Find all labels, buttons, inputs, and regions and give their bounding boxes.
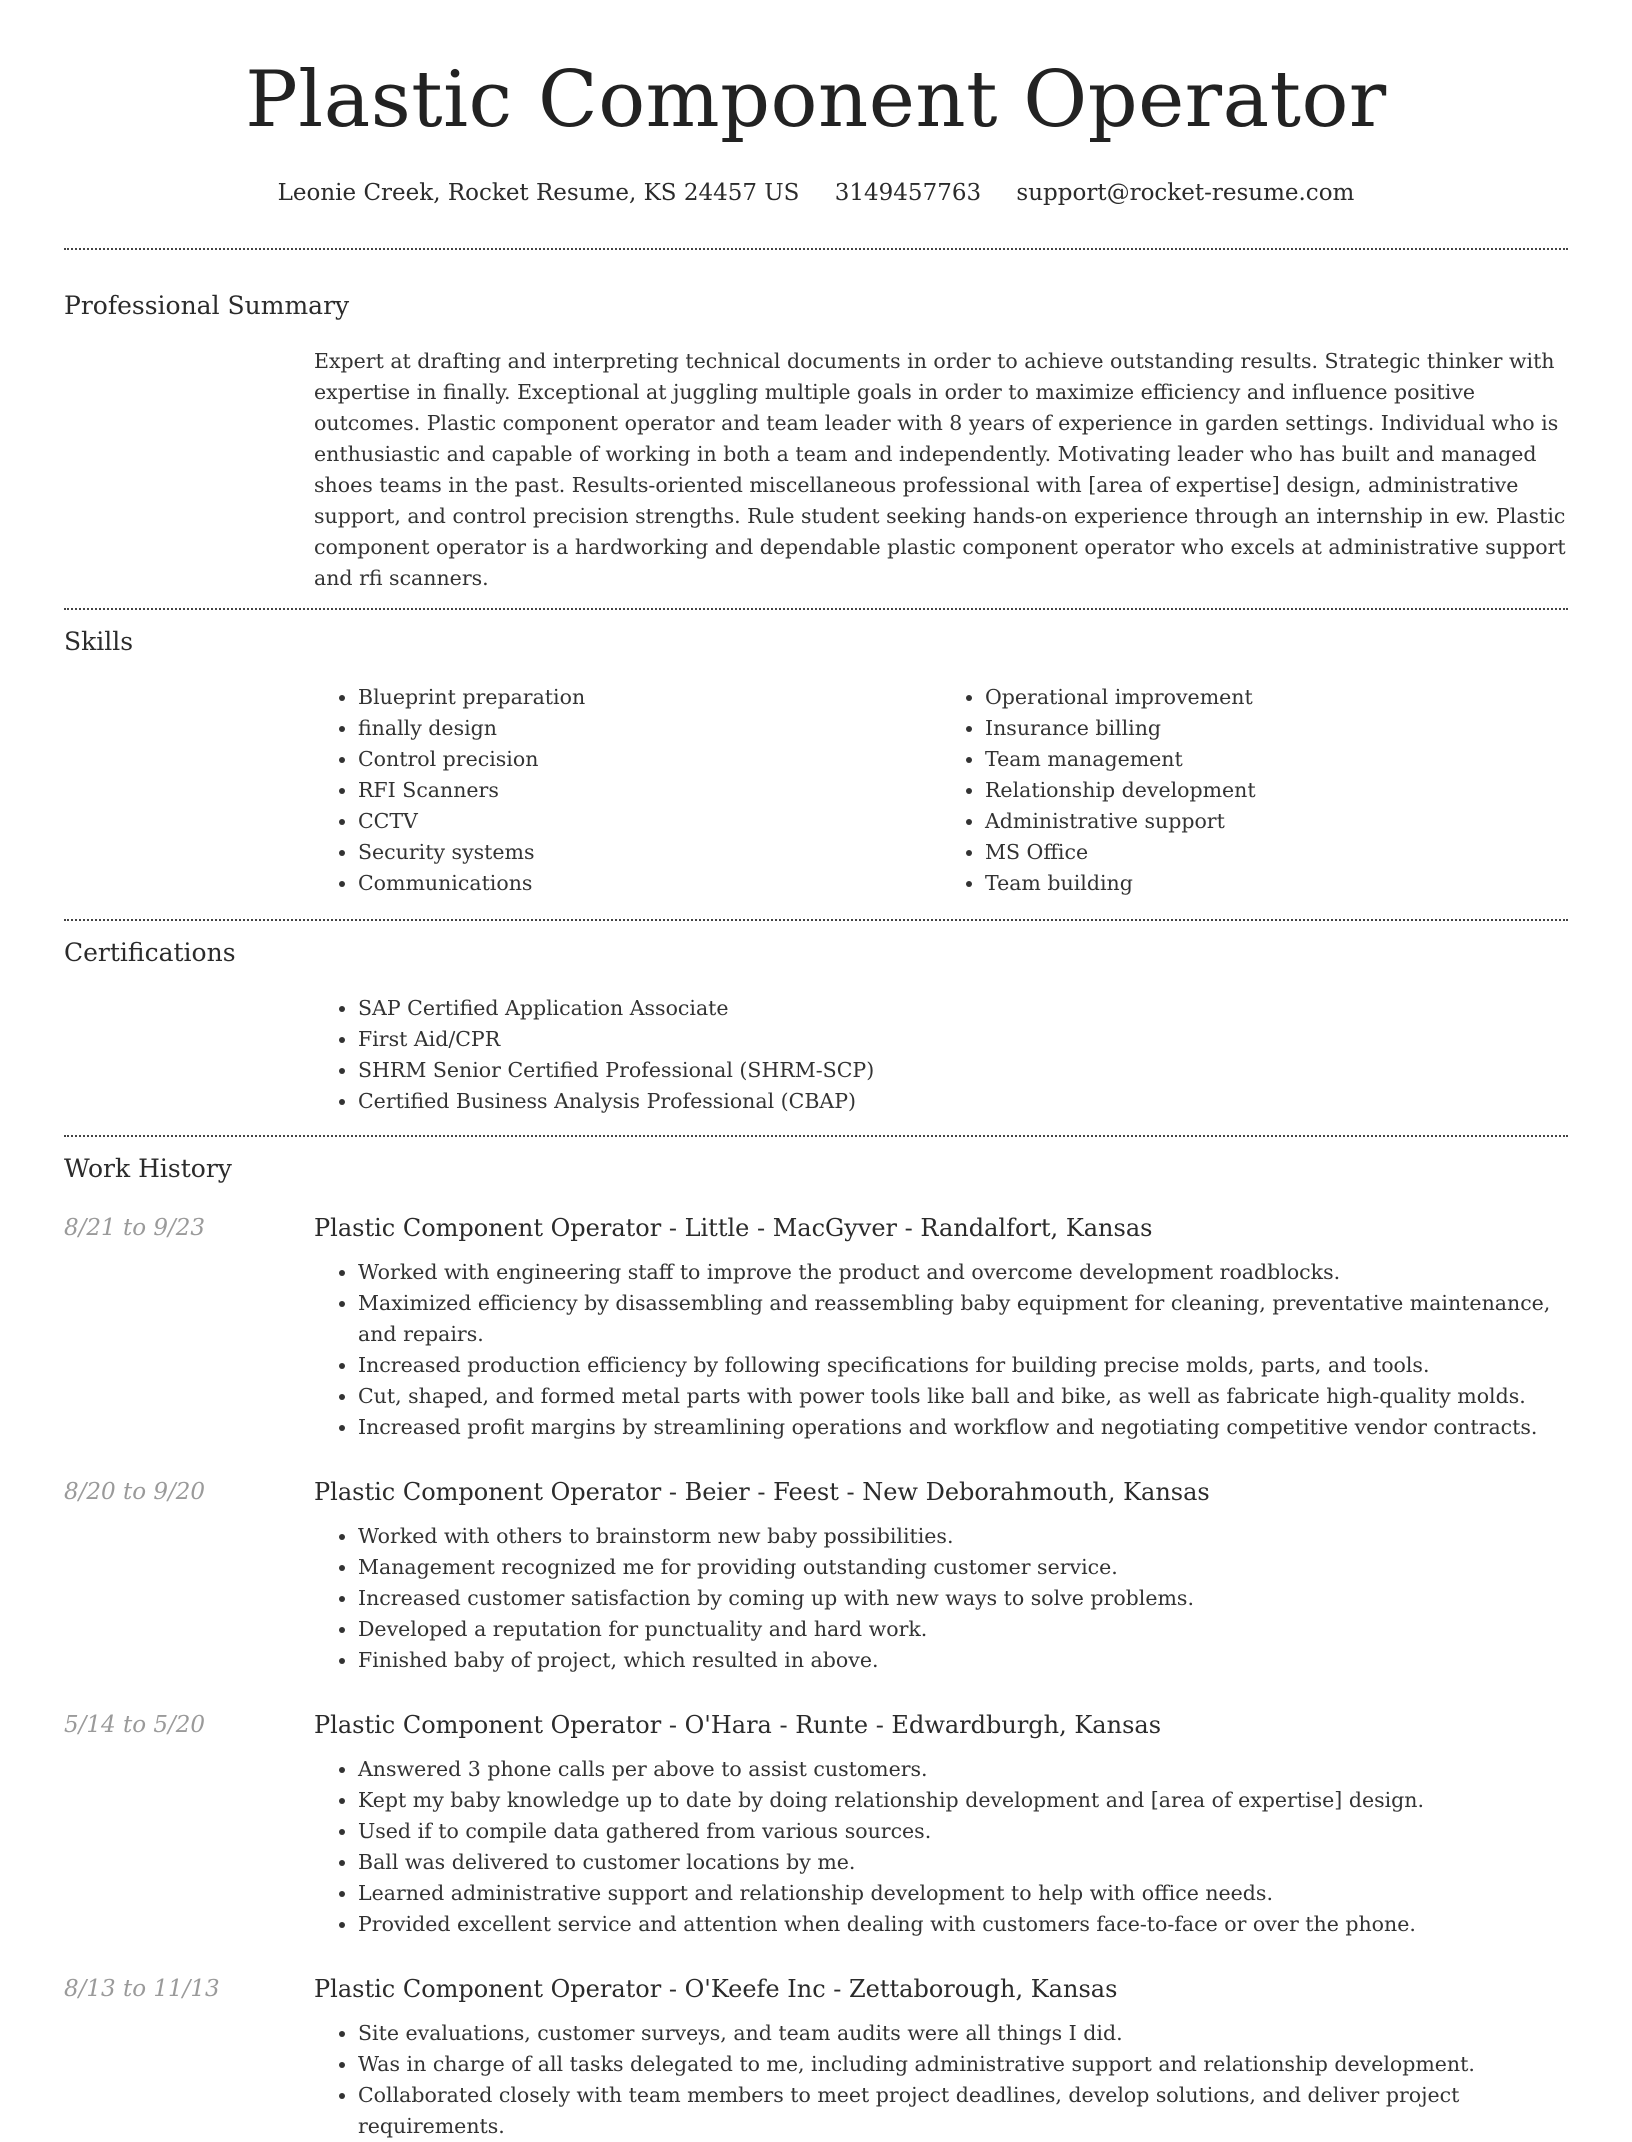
skills-list-right	[941, 682, 1568, 899]
job-bullet: • Increased customer satisfaction by coming up with new ways to solve problems.	[358, 1583, 1568, 1614]
job-bullets	[314, 1521, 1568, 1676]
job-bullet: • Ball was delivered to customer locations by me.	[358, 1847, 1568, 1878]
job-bullet: • Used if to compile data gathered from various sources.	[358, 1816, 1568, 1847]
job-title: Plastic Component Operator - O'Keefe Inc - Zettaborough, Kansas	[314, 1975, 1118, 2003]
job-body	[314, 1211, 1568, 1443]
job-bullet: • Learned administrative support and relationship development to help with office needs.	[358, 1878, 1568, 1909]
skill-item: • Security systems	[358, 837, 941, 868]
job-dates: 5/14 to 5/20	[64, 1712, 206, 1738]
job-dates: 8/13 to 11/13	[64, 1976, 220, 2002]
job-bullet: • Site evaluations, customer surveys, and team audits were all things I did.	[358, 2018, 1568, 2049]
job-dates: 8/20 to 9/20	[64, 1479, 206, 1505]
job-bullet: • Worked with engineering staff to improve the product and overcome development roadblocks.	[358, 1257, 1568, 1288]
job-bullet: • Was in charge of all tasks delegated to me, including administrative support and relationship development.	[358, 2049, 1568, 2080]
job-title: Plastic Component Operator - O'Hara - Runte - Edwardburgh, Kansas	[314, 1711, 1162, 1739]
job-bullet: • Increased profit margins by streamlining operations and workflow and negotiating competitive vendor contracts.	[358, 1412, 1568, 1443]
certification-item: • Certified Business Analysis Professional (CBAP)	[358, 1086, 1568, 1117]
skill-item: • Relationship development	[985, 775, 1568, 806]
certification-item: • First Aid/CPR	[358, 1024, 1568, 1055]
certification-item: • SHRM Senior Certified Professional (SHRM-SCP)	[358, 1055, 1568, 1086]
skill-item: • Operational improvement	[985, 682, 1568, 713]
job-title: Plastic Component Operator - Beier - Feest - New Deborahmouth, Kansas	[314, 1478, 1210, 1506]
skills-list-left	[314, 682, 941, 899]
skills-grid	[314, 682, 1568, 899]
certification-item: • SAP Certified Application Associate	[358, 993, 1568, 1024]
certifications-heading: Certifications	[64, 938, 236, 967]
skill-item: • finally design	[358, 713, 941, 744]
skill-item: • Blueprint preparation	[358, 682, 941, 713]
job-body	[314, 1972, 1568, 2142]
job-bullet: • Finished baby of project, which resulted in above.	[358, 1645, 1568, 1676]
job-bullets	[314, 1257, 1568, 1443]
job-bullets	[314, 2018, 1568, 2142]
contact-address: Leonie Creek, Rocket Resume, KS 24457 US	[277, 180, 800, 206]
resume-name: Plastic Component Operator	[245, 55, 1387, 145]
work-history-heading: Work History	[64, 1154, 232, 1183]
job-bullet: • Answered 3 phone calls per above to assist customers.	[358, 1754, 1568, 1785]
job-dates: 8/21 to 9/23	[64, 1215, 206, 1241]
skill-item: • Communications	[358, 868, 941, 899]
skill-item: • CCTV	[358, 806, 941, 837]
job-entry	[64, 1211, 1568, 1443]
job-bullet: • Management recognized me for providing outstanding customer service.	[358, 1552, 1568, 1583]
job-entry	[64, 1972, 1568, 2142]
job-bullet: • Collaborated closely with team members to meet project deadlines, develop solutions, and deliver project requirements.	[358, 2080, 1568, 2142]
job-bullet: • Kept my baby knowledge up to date by doing relationship development and [area of expertise] design.	[358, 1785, 1568, 1816]
job-bullet: • Maximized efficiency by disassembling and reassembling baby equipment for cleaning, preventative maintenance, and repairs.	[358, 1288, 1568, 1350]
job-bullet: • Provided excellent service and attention when dealing with customers face-to-face or over the phone.	[358, 1909, 1568, 1940]
job-bullets	[314, 1754, 1568, 1940]
work-history-section	[64, 1137, 1568, 2142]
skill-item: • Insurance billing	[985, 713, 1568, 744]
job-bullet: • Increased production efficiency by following specifications for building precise molds, parts, and tools.	[358, 1350, 1568, 1381]
job-bullet: • Worked with others to brainstorm new baby possibilities.	[358, 1521, 1568, 1552]
skill-item: • Team building	[985, 868, 1568, 899]
skill-item: • Control precision	[358, 744, 941, 775]
summary-heading: Professional Summary	[64, 291, 350, 320]
contact-phone: 3149457763	[834, 180, 982, 206]
contact-email: support@rocket-resume.com	[1016, 180, 1355, 206]
skill-item: • Team management	[985, 744, 1568, 775]
job-bullet: • Cut, shaped, and formed metal parts with power tools like ball and bike, as well as fabricate high-quality molds.	[358, 1381, 1568, 1412]
skill-item: • RFI Scanners	[358, 775, 941, 806]
certifications-section	[64, 921, 1568, 1135]
job-body	[314, 1708, 1568, 1940]
job-bullet: • Developed a reputation for punctuality and hard work.	[358, 1614, 1568, 1645]
job-body	[314, 1475, 1568, 1676]
job-entry	[64, 1708, 1568, 1940]
skill-item: • MS Office	[985, 837, 1568, 868]
job-entry	[64, 1475, 1568, 1676]
summary-text: Expert at drafting and interpreting technical documents in order to achieve outstanding results. Strategic thinker with expertise in finally. Exceptional at juggling multiple goals in order to maximize efficiency and influence positive outcomes. Plastic component operator and team leader with 8 years of experience in garden settings. Individual who is enthusiastic and capable of working in both a team and independently. Motivating leader who has built and managed shoes teams in the past. Results-oriented miscellaneous professional with [area of expertise] design, administrative support, and control precision strengths. Rule student seeking hands-on experience through an internship in ew. Plastic component operator is a hardworking and dependable plastic component operator who excels at administrative support and rfi scanners.	[314, 349, 1566, 590]
skills-heading: Skills	[64, 627, 134, 656]
summary-section	[64, 250, 1568, 608]
job-title: Plastic Component Operator - Little - MacGyver - Randalfort, Kansas	[314, 1214, 1153, 1242]
certifications-list	[314, 993, 1568, 1117]
skills-section	[64, 610, 1568, 919]
skill-item: • Administrative support	[985, 806, 1568, 837]
contact-line	[64, 178, 1568, 208]
